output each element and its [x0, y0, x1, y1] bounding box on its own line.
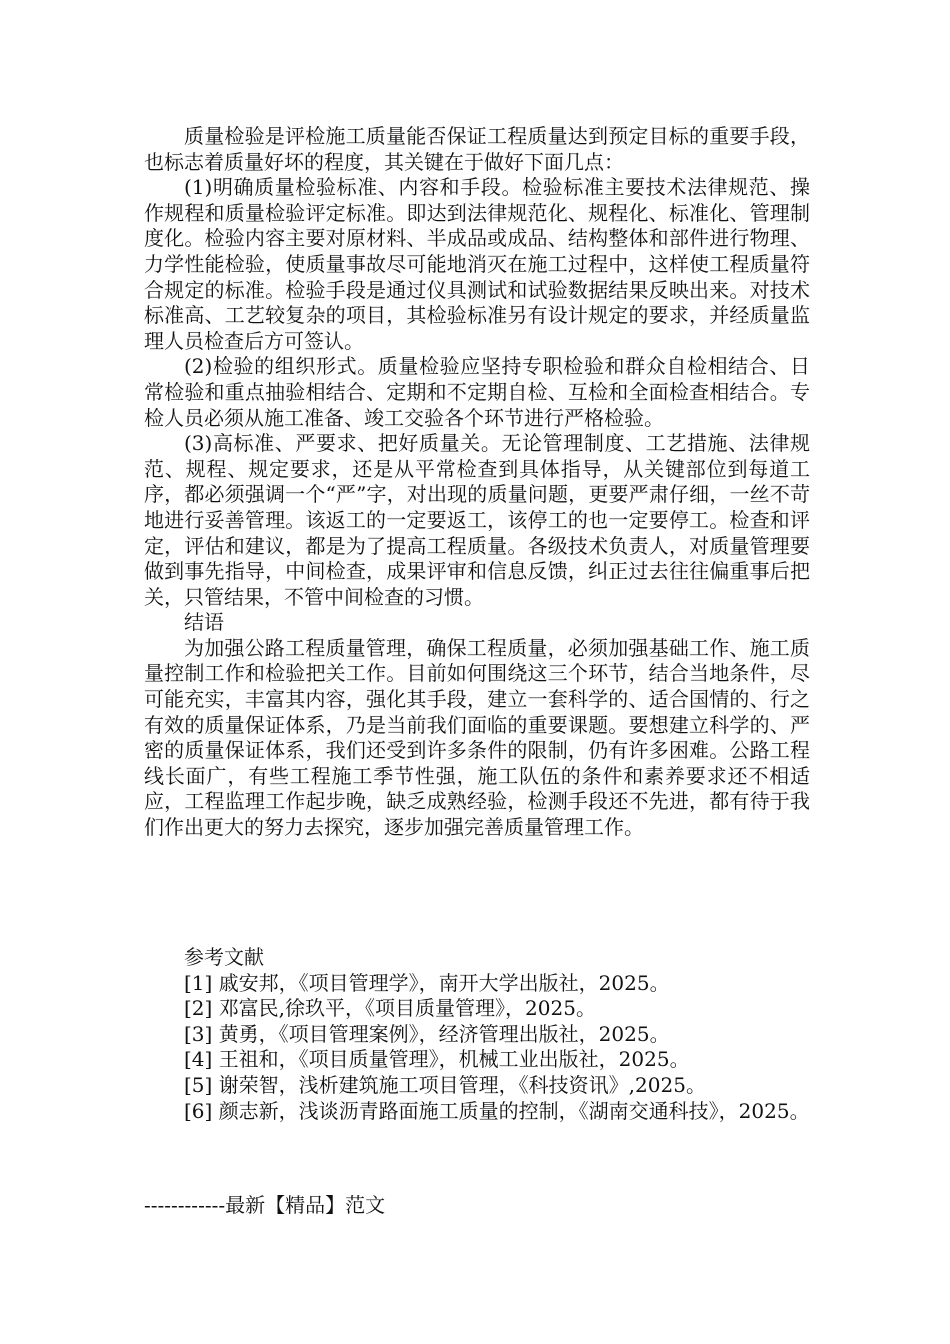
- reference-item: [4] 王祖和，《项目质量管理》，机械工业出版社，2025。: [184, 1047, 690, 1072]
- reference-item: [1] 戚安邦，《项目管理学》，南开大学出版社，2025。: [184, 970, 670, 995]
- reference-item: [6] 颜志新，浅谈沥青路面施工质量的控制，《湖南交通科技》，2025。: [184, 1098, 810, 1123]
- paragraph-intro: 质量检验是评检施工质量能否保证工程质量达到预定目标的重要手段，也标志着质量好坏的程度，其关键在于做好下面几点：: [144, 124, 810, 174]
- reference-item: [2] 邓富民,徐玖平，《项目质量管理》，2025。: [184, 996, 596, 1021]
- paragraph-point-3: (3)高标准、严要求、把好质量关。无论管理制度、工艺措施、法律规范、规程、规定要求，还是从平常检查到具体指导，从关键部位到每道工序，都必须强调一个“严”字，对出现的质量问题，更要严肃仔细，一丝不苛地进行妥善管理。该返工的一定要返工，该停工的也一定要停工。检查和评定，评估和建议，都是为了提高工程质量。各级技术负责人，对质量管理要做到事先指导，中间检查，成果评审和信息反馈，纠正过去往往偏重事后把关，只管结果，不管中间检查的习惯。: [144, 431, 810, 609]
- body-text: [144, 124, 810, 841]
- reference-item: [5] 谢荣智，浅析建筑施工项目管理，《科技资讯》,2025。: [184, 1072, 706, 1097]
- paragraph-conclusion: 为加强公路工程质量管理，确保工程质量，必须加强基础工作、施工质量控制工作和检验把关工作。目前如何围绕这三个环节，结合当地条件，尽可能充实，丰富其内容，强化其手段，建立一套科学的、适合国情的、行之有效的质量保证体系，乃是当前我们面临的重要课题。要想建立科学的、严密的质量保证体系，我们还受到许多条件的限制，仍有许多困难。公路工程线长面广，有些工程施工季节性强，施工队伍的条件和素养要求还不相适应，工程监理工作起步晚，缺乏成熟经验，检测手段还不先进，都有待于我们作出更大的努力去探究，逐步加强完善质量管理工作。: [144, 635, 810, 840]
- paragraph-point-2: (2)检验的组织形式。质量检验应坚持专职检验和群众自检相结合、日常检验和重点抽验相结合、定期和不定期自检、互检和全面检查相结合。专检人员必须从施工准备、竣工交验各个环节进行严格检验。: [144, 354, 810, 430]
- references-section: [144, 945, 810, 1124]
- footer-text: ------------最新【精品】范文: [144, 1193, 386, 1217]
- reference-item: [3] 黄勇，《项目管理案例》，经济管理出版社，2025。: [184, 1021, 670, 1046]
- section-heading-conclusion: 结语: [184, 610, 224, 635]
- paragraph-point-1: (1)明确质量检验标准、内容和手段。检验标准主要技术法律规范、操作规程和质量检验评定标准。即达到法律规范化、规程化、标准化、管理制度化。检验内容主要对原材料、半成品或成品、结构整体和部件进行物理、力学性能检验，使质量事故尽可能地消灭在施工过程中，这样使工程质量符合规定的标准。检验手段是通过仪具测试和试验数据结果反映出来。对技术标准高、工艺较复杂的项目，其检验标准另有设计规定的要求，并经质量监理人员检查后方可签认。: [144, 175, 810, 353]
- references-heading: 参考文献: [184, 945, 264, 969]
